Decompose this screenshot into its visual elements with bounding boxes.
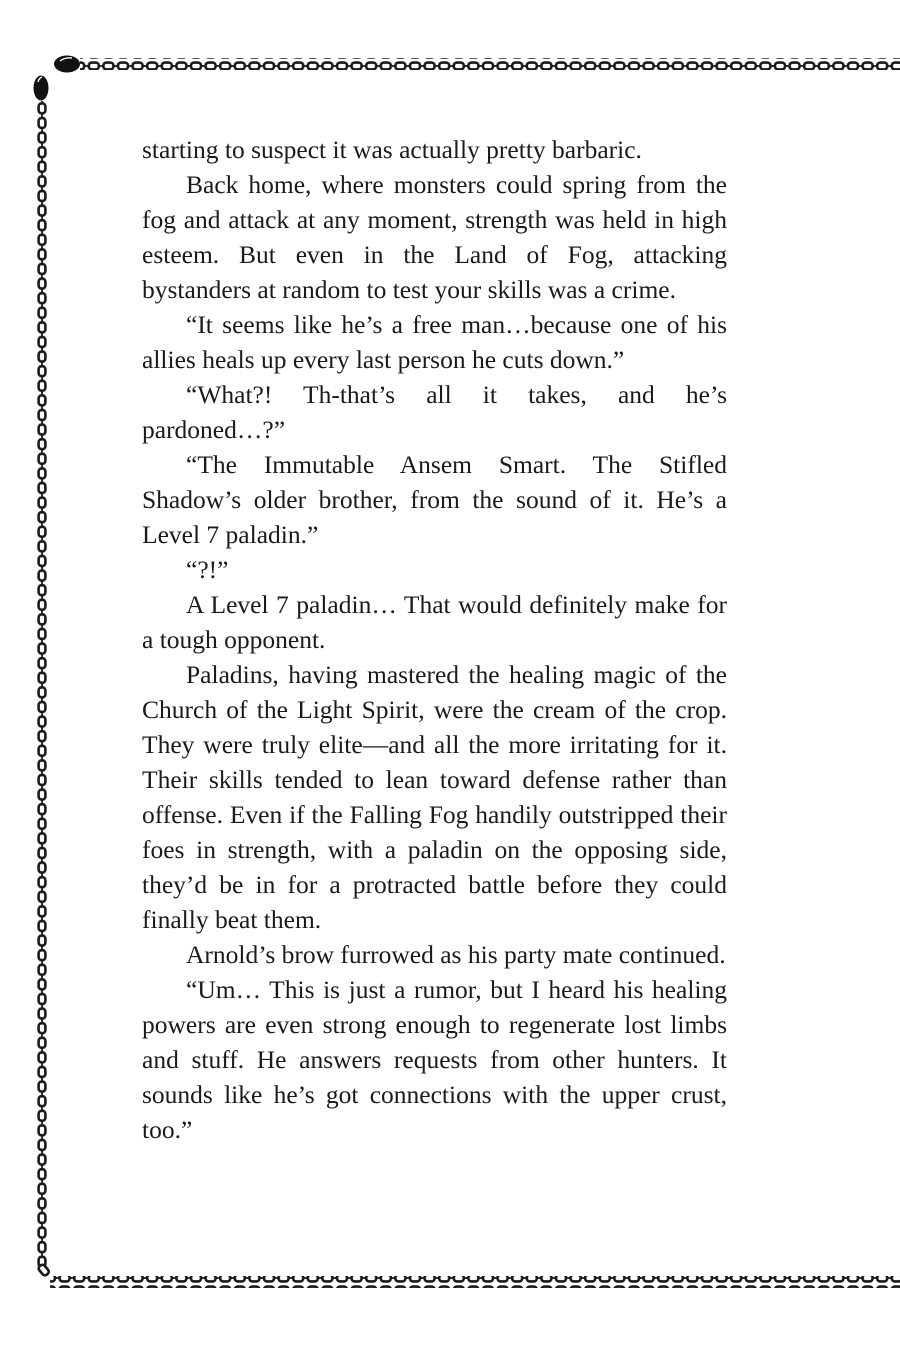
paragraph: “The Immutable Ansem Smart. The Stifled Shadow’s older brother, from the sound of it. He’s a Level 7 paladin.”: [142, 450, 727, 549]
paragraph: “?!”: [186, 555, 229, 584]
paragraph: Back home, where monsters could spring from the fog and attack at any moment, strength was held in high esteem. But even in the Land of Fog, attacking bystanders at random to test your skills was a crime.: [142, 170, 727, 304]
paragraph: Paladins, having mastered the healing magic of the Church of the Light Spirit, were the cream of the crop. They were truly elite—and all the more irritating for it. Their skills tended to lean toward defense rather than offense. Even if the Falling Fog handily outstripped their foes in strength, with a paladin on the opposing side, they’d be in for a protracted battle before they could finally beat them.: [142, 660, 727, 934]
page-body-text: [142, 132, 727, 1147]
left-weight-icon: [34, 76, 49, 101]
left-chain: [35, 101, 47, 1266]
paragraph: “What?! Th-that’s all it takes, and he’s pardoned…?”: [142, 380, 727, 444]
paragraph: “Um… This is just a rumor, but I heard his healing powers are even strong enough to regenerate lost limbs and stuff. He answers requests from other hunters. It sounds like he’s got connections with the upper crust, too.”: [142, 975, 727, 1144]
paragraph: starting to suspect it was actually pretty barbaric.: [142, 135, 642, 164]
paragraph: A Level 7 paladin… That would definitely make for a tough opponent.: [142, 590, 727, 654]
paragraph: “It seems like he’s a free man…because one of his allies heals up every last person he cuts down.”: [142, 310, 727, 374]
bottom-chain: [50, 1276, 900, 1288]
paragraph: Arnold’s brow furrowed as his party mate continued.: [186, 940, 726, 969]
top-chain: [80, 58, 900, 70]
